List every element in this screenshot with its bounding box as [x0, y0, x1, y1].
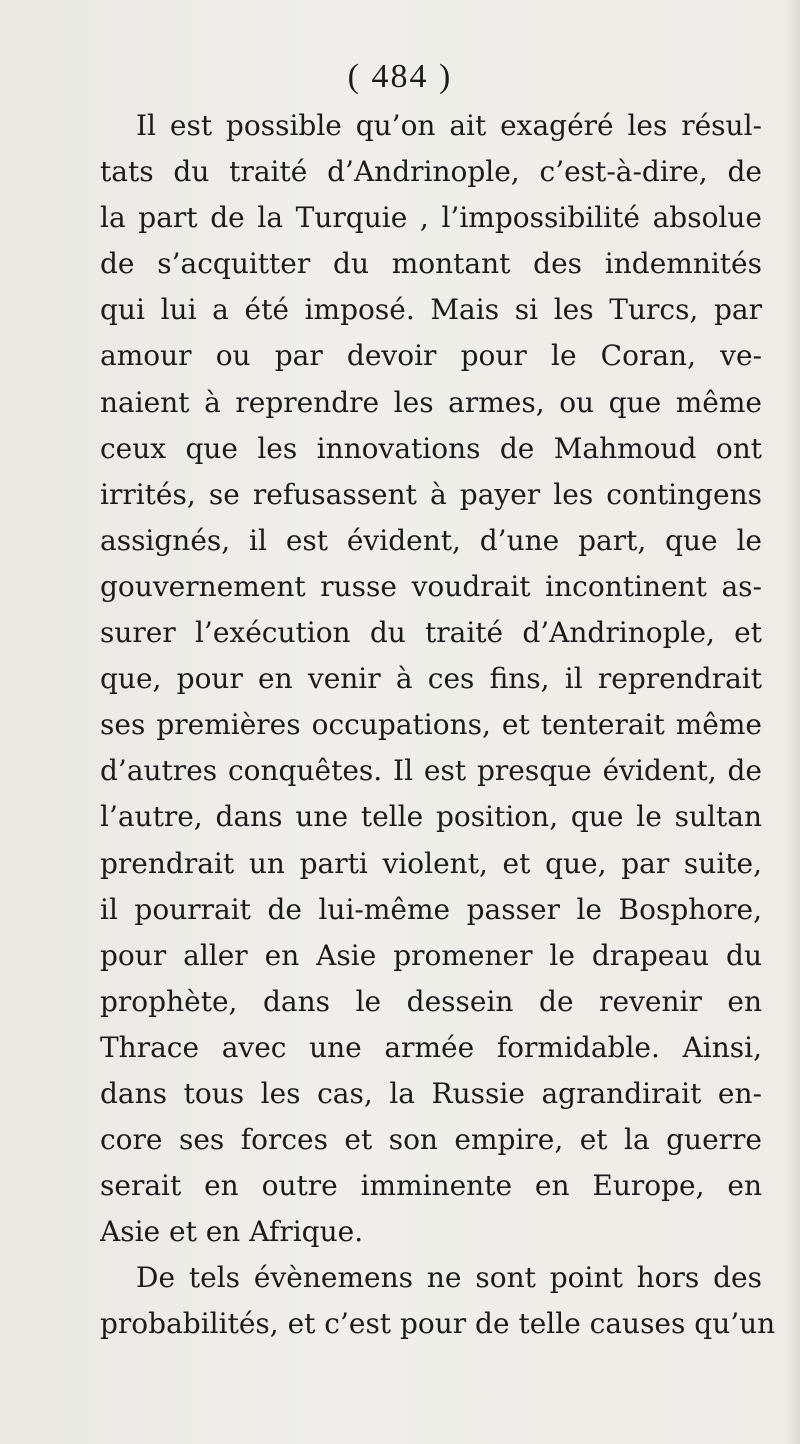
text-line: surer l’exécution du traité d’Andrinople, et	[100, 616, 762, 650]
text-line: dans tous les cas, la Russie agrandirait en-	[100, 1076, 762, 1110]
text-line: prendrait un parti violent, et que, par suite,	[100, 846, 762, 880]
text-line: qui lui a été imposé. Mais si les Turcs, par	[100, 293, 762, 327]
text-line: naient à reprendre les armes, ou que même	[100, 385, 762, 419]
text-line: l’autre, dans une telle position, que le sultan	[100, 800, 762, 834]
text-line: assignés, il est évident, d’une part, que le	[100, 523, 762, 557]
text-line: de s’acquitter du montant des indemnités	[100, 247, 762, 281]
text-line: tats du traité d’Andrinople, c’est-à-dire, de	[100, 155, 762, 189]
text-line: d’autres conquêtes. Il est presque évident, de	[100, 754, 762, 788]
text-line: pour aller en Asie promener le drapeau du	[100, 938, 762, 972]
text-line: la part de la Turquie , l’impossibilité absolue	[100, 201, 762, 235]
text-line: Thrace avec une armée formidable. Ainsi,	[100, 1030, 762, 1064]
text-line: prophète, dans le dessein de revenir en	[100, 984, 762, 1018]
text-line: amour ou par devoir pour le Coran, ve-	[100, 339, 762, 373]
body-text	[100, 103, 776, 1348]
text-line: que, pour en venir à ces fins, il reprendrait	[100, 662, 762, 696]
text-line: irrités, se refusassent à payer les contingens	[100, 477, 762, 511]
page-edge-shadow	[786, 0, 800, 1444]
page-number: ( 484 )	[347, 58, 453, 95]
text-line: Asie et en Afrique.	[100, 1215, 364, 1249]
text-line: core ses forces et son empire, et la guerre	[100, 1123, 762, 1157]
text-line: serait en outre imminente en Europe, en	[100, 1169, 762, 1203]
text-line: Il est possible qu’on ait exagéré les résul-	[136, 109, 762, 142]
text-line: De tels évènemens ne sont point hors des	[136, 1261, 762, 1295]
text-line: probabilités, et c’est pour de telle causes qu’un	[100, 1307, 776, 1341]
text-line: ses premières occupations, et tenterait même	[100, 708, 762, 742]
text-line: gouvernement russe voudrait incontinent as-	[100, 569, 762, 603]
text-line: ceux que les innovations de Mahmoud ont	[100, 431, 762, 465]
text-line: il pourrait de lui-même passer le Bosphore,	[100, 892, 762, 926]
